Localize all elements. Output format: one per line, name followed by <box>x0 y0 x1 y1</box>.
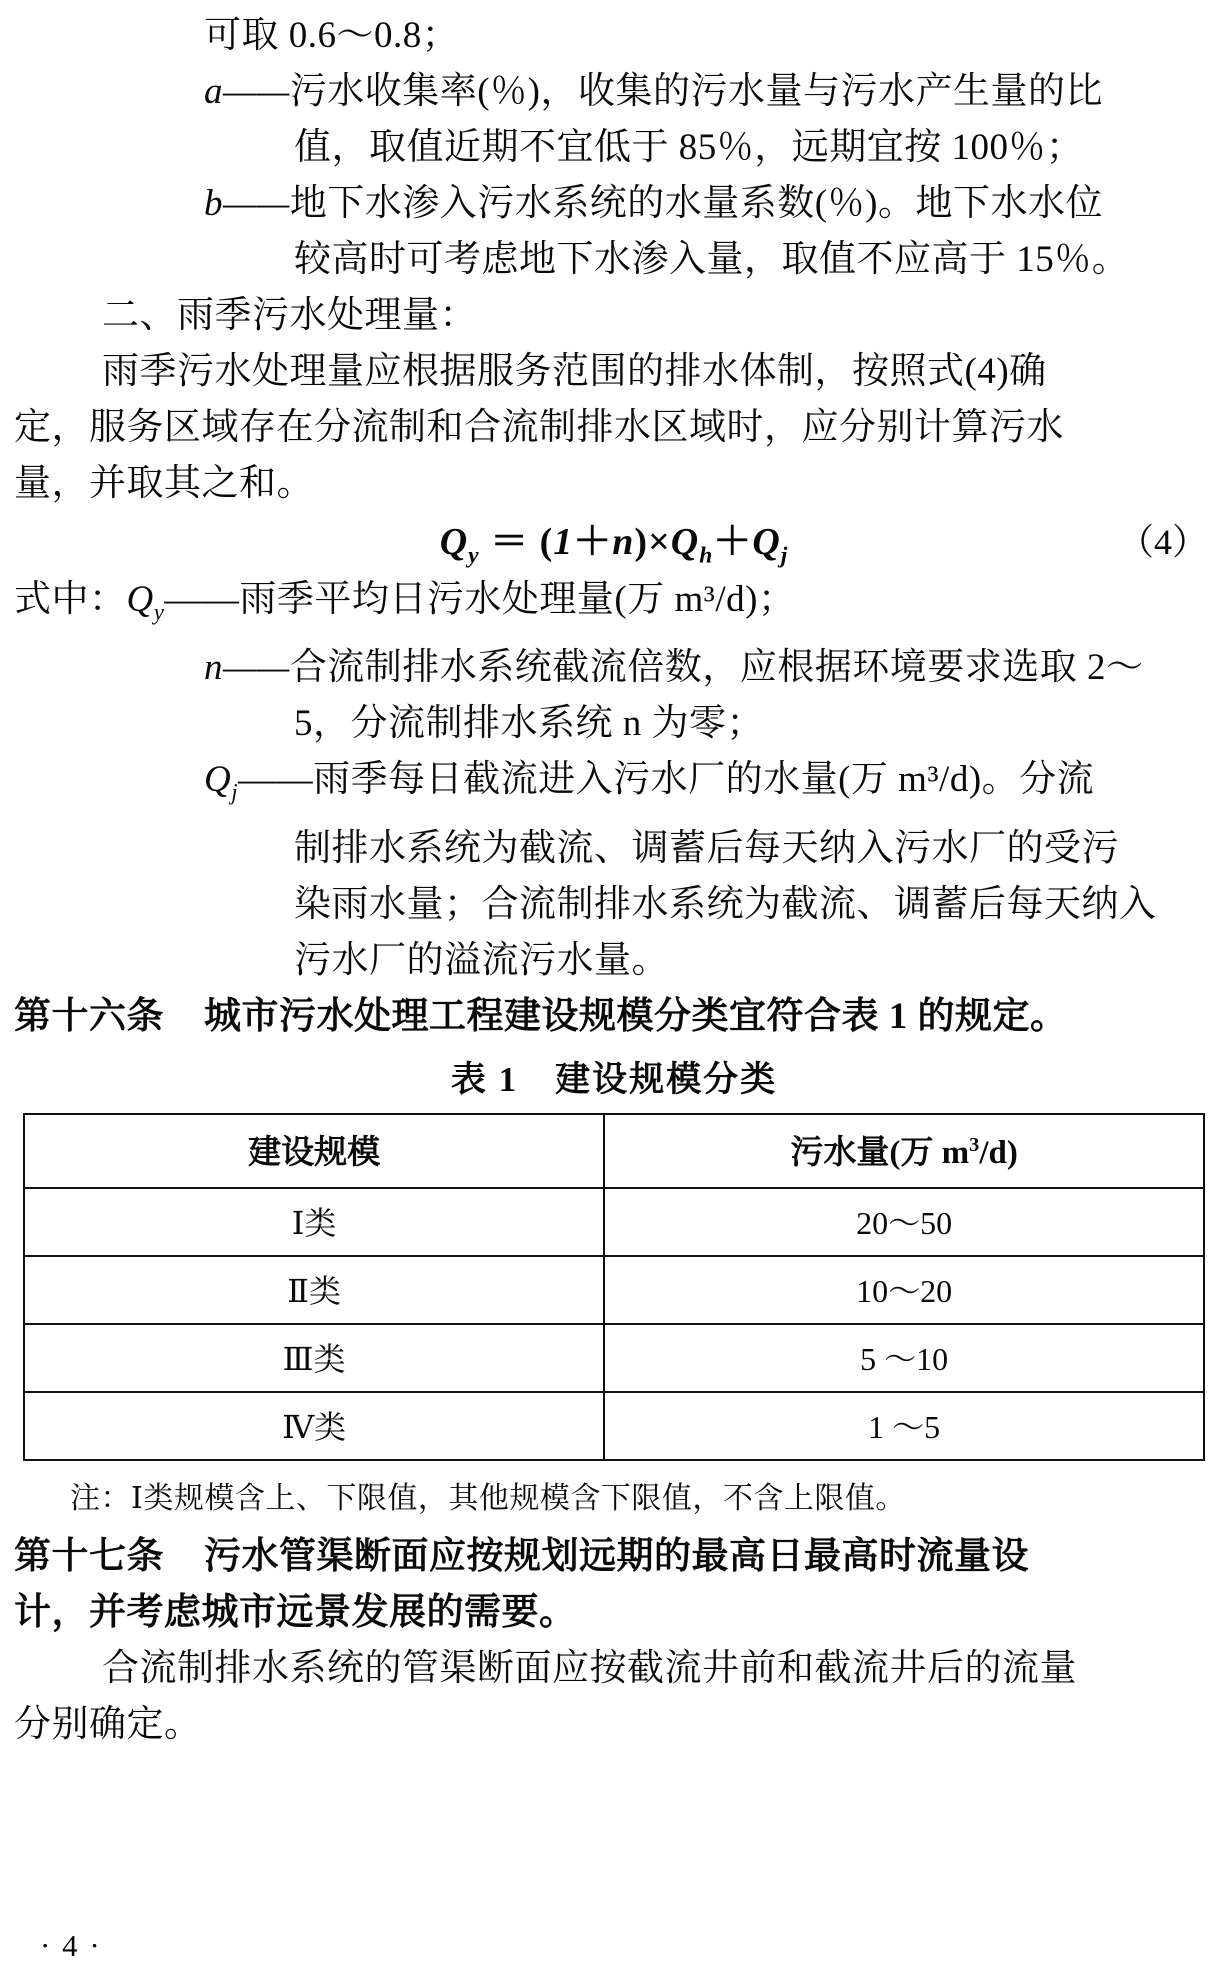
formula-4: $Q_y = (1+n)\times Q_h+Q_j$ <box>439 521 789 569</box>
cell-scale: Ⅰ类 <box>24 1188 604 1256</box>
clause-17-text-line2: 计，并考虑城市远景发展的需要。 <box>14 1591 577 1633</box>
table-row <box>24 1324 1204 1392</box>
variable-a: a —— <box>204 71 290 112</box>
page-content <box>14 8 1214 1753</box>
table-header-flow: 污水量(万 $m^3/d$) <box>604 1114 1204 1188</box>
definition-a-line2: 值，取值近期不宜低于 85％，远期宜按 100％； <box>294 127 1084 168</box>
definition-a-line1: 污水收集率(％)，收集的污水量与污水产生量的比 <box>289 71 1103 112</box>
cell-flow: 20～50 <box>604 1188 1204 1256</box>
definition-Qy-text: 雨季平均日污水处理量(万 m³/d)； <box>239 579 796 620</box>
definition-Qj: $Q_j——$雨季每日截流进入污水厂的水量(万 m³/d)。分流 制排水系统为截流、调蓄后每天纳入污水厂的受污 染雨水量；合流制排水系统为截流、调蓄后每天纳入 污水厂的溢流污水量。 <box>204 759 1157 981</box>
definition-a <box>204 64 1214 176</box>
where-Qy: 式中：$Q_y——$雨季平均日污水处理量(万 m³/d)； <box>14 579 796 625</box>
subsection-2-paragraph <box>14 344 1214 512</box>
paragraph2-line-1: 合流制排水系统的管渠断面应按截流井前和截流井后的流量 <box>102 1647 1077 1689</box>
definition-b-line1: 地下水渗入污水系统的水量系数(％)。地下水水位 <box>289 183 1103 224</box>
formula-number: （4） <box>1117 522 1208 562</box>
cell-flow: 10～20 <box>604 1256 1204 1324</box>
table-row <box>24 1392 1204 1460</box>
cell-scale: Ⅳ类 <box>24 1392 604 1460</box>
table-caption: 表 1 建设规模分类 <box>450 1059 778 1099</box>
cell-flow: 5 ～10 <box>604 1324 1204 1392</box>
clause-16-label: 第十六条 <box>14 995 164 1037</box>
where-label: 式中： <box>14 579 127 620</box>
table-row <box>24 1188 1204 1256</box>
definition-Qj-line2: 制排水系统为截流、调蓄后每天纳入污水厂的受污 <box>294 827 1119 869</box>
clause-16-text: 城市污水处理工程建设规模分类宜符合表 1 的规定。 <box>204 995 1068 1037</box>
construction-scale-table <box>23 1113 1205 1461</box>
table-header-row <box>24 1114 1204 1188</box>
table-note: 注：Ⅰ类规模含上、下限值，其他规模含下限值，不含上限值。 <box>70 1481 906 1515</box>
definition-n-line1: 合流制排水系统截流倍数，应根据环境要求选取 2～ <box>289 647 1144 689</box>
subsection-2-title: 二、雨季污水处理量： <box>102 295 477 336</box>
cell-flow: 1 ～5 <box>604 1392 1204 1460</box>
definition-b <box>204 176 1214 288</box>
definition-b-line2: 较高时可考虑地下水渗入量，取值不应高于 15％。 <box>294 239 1130 280</box>
page-number: · 4 · <box>40 1928 102 1963</box>
variable-b: b —— <box>204 183 290 224</box>
cell-scale: Ⅱ类 <box>24 1256 604 1324</box>
paragraph-line-1: 雨季污水处理量应根据服务范围的排水体制，按照式(4)确 <box>102 351 1047 392</box>
definition-Qj-line1: 雨季每日截流进入污水厂的水量(万 m³/d)。分流 <box>313 759 1095 801</box>
clause-16 <box>14 989 1214 1045</box>
clause-17-label: 第十七条 <box>14 1535 164 1577</box>
definition-n-line2: 5，分流制排水系统 n 为零； <box>294 703 764 745</box>
paragraph-line-3: 量，并取其之和。 <box>14 463 314 504</box>
table-header-scale: 建设规模 <box>24 1114 604 1188</box>
text-line-continued: 可取 0.6～0.8； <box>204 15 460 56</box>
paragraph2-line-2: 分别确定。 <box>14 1703 202 1745</box>
clause-17 <box>14 1529 1214 1641</box>
definition-n <box>204 640 1214 752</box>
variable-Qj: $Q_j$ <box>204 759 239 805</box>
variable-n: n —— <box>204 647 290 688</box>
table-row <box>24 1256 1204 1324</box>
definition-Qj-line3: 染雨水量；合流制排水系统为截流、调蓄后每天纳入 <box>294 883 1157 925</box>
cell-scale: Ⅲ类 <box>24 1324 604 1392</box>
clause-17-paragraph-2 <box>14 1641 1214 1753</box>
definition-Qj-line4: 污水厂的溢流污水量。 <box>294 939 669 981</box>
paragraph-line-2: 定，服务区域存在分流制和合流制排水区域时，应分别计算污水 <box>14 407 1064 448</box>
formula-row <box>14 512 1214 572</box>
clause-17-text: 污水管渠断面应按规划远期的最高日最高时流量设 <box>204 1535 1029 1577</box>
